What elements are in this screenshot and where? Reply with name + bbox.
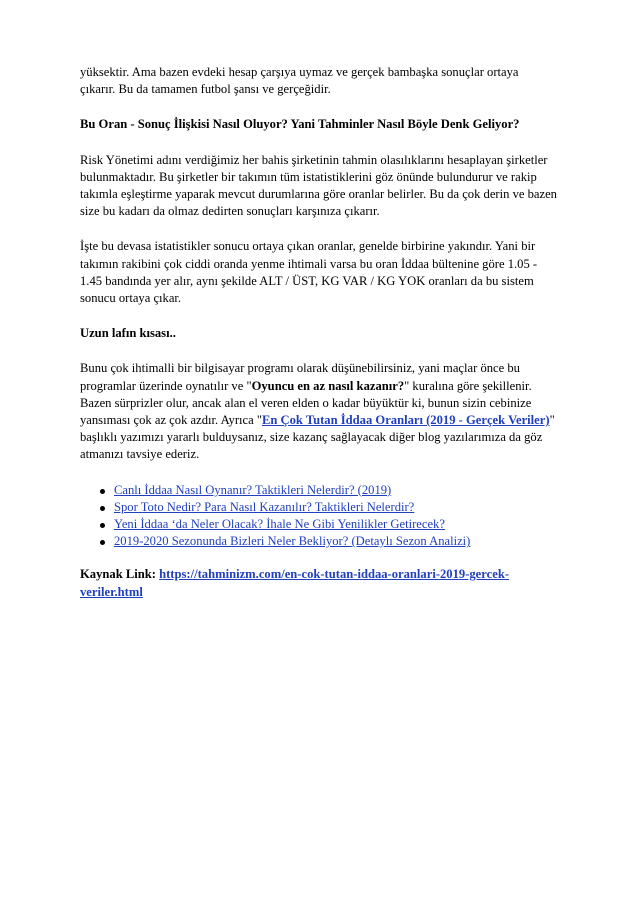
- related-link-sezon-analizi[interactable]: 2019-2020 Sezonunda Bizleri Neler Bekliyor? (Detaylı Sezon Analizi): [114, 534, 471, 549]
- source-url-link[interactable]: https://tahminizm.com/en-cok-tutan-iddaa-oranlari-2019-gercek-veriler.html: [80, 567, 510, 599]
- source-label: Kaynak Link:: [80, 567, 156, 582]
- related-link-yeni-iddaa[interactable]: Yeni İddaa ‘da Neler Olacak? İhale Ne Gibi Yenilikler Getirecek?: [114, 517, 445, 532]
- related-links-list: [80, 482, 560, 551]
- list-item: [114, 533, 560, 550]
- document-page: [80, 64, 560, 619]
- article-link-en-cok-tutan[interactable]: En Çok Tutan İddaa Oranları (2019 - Gerçek Veriler): [261, 413, 550, 428]
- intro-line-2: çıkarır. Bu da tamamen futbol şansı ve gerçeğidir.: [80, 82, 331, 97]
- paragraph-text-end: " başlıklı yazımızı yararlı bulduysanız, size kazanç sağlayacak diğer blog yazılarımıza da göz atmanızı tavsiye ederiz.: [80, 413, 555, 462]
- bold-phrase-oyuncu: Oyuncu en az nasıl kazanır?: [251, 378, 405, 393]
- related-link-spor-toto[interactable]: Spor Toto Nedir? Para Nasıl Kazanılır? Taktikleri Nelerdir?: [114, 499, 415, 514]
- source-line: [80, 566, 560, 600]
- paragraph-risk-yonetimi: Risk Yönetimi adını verdiğimiz her bahis şirketinin tahmin olasılıklarını hesaplayan şirketler bulunmaktadır. Bu şirketler bir takımın tüm istatistiklerini göz önünde bulundurur ve rakip takımla eşleştirme yaparak mevcut durumlarına göre oranlar belirler. Bu da çok derin ve bazen size bu kadarı da olmaz dedirten sonuçları karşınıza çıkarır.: [80, 152, 557, 219]
- list-item: [114, 516, 560, 533]
- paragraph-bilgisayar-programi: [80, 360, 560, 463]
- intro-line-1: yüksektir. Ama bazen evdeki hesap çarşıya uymaz ve gerçek bambaşka sonuçlar ortaya: [80, 65, 519, 79]
- section-heading-oran-sonuc: Bu Oran - Sonuç İlişkisi Nasıl Oluyor? Yani Tahminler Nasıl Böyle Denk Geliyor?: [80, 117, 520, 132]
- paragraph-text-middle: " kuralına göre şekillenir. Bazen sürprizler olur, ancak alan el veren elden o kadar büyüktür ki, bunun sizin cebinize yansıması çok az çok azdır. Ayrıca ": [80, 378, 532, 428]
- paragraph-istatistikler: İşte bu devasa istatistikler sonucu ortaya çıkan oranlar, genelde birbirine yakındır. Yani bir takımın rakibini çok ciddi oranda yenme ihtimali varsa bu oran İddaa bültenine göre 1.05 - 1.45 bandında yer alır, aynı şekilde ALT / ÜST, KG VAR / KG YOK oranları da bu sistem sonucu ortaya çıkar.: [80, 239, 538, 306]
- list-item: [114, 482, 560, 499]
- related-link-canli-iddaa[interactable]: Canlı İddaa Nasıl Oynanır? Taktikleri Nelerdir? (2019): [114, 482, 392, 497]
- paragraph-intro: [80, 64, 560, 98]
- section-heading-uzun-lafin-kisasi: Uzun lafın kısası..: [80, 326, 176, 341]
- paragraph-text-start: Bunu çok ihtimalli bir bilgisayar programı olarak düşünebilirsiniz, yani maçlar önce bu programlar üzerinde oynatılır ve ": [80, 361, 520, 393]
- list-item: [114, 499, 560, 516]
